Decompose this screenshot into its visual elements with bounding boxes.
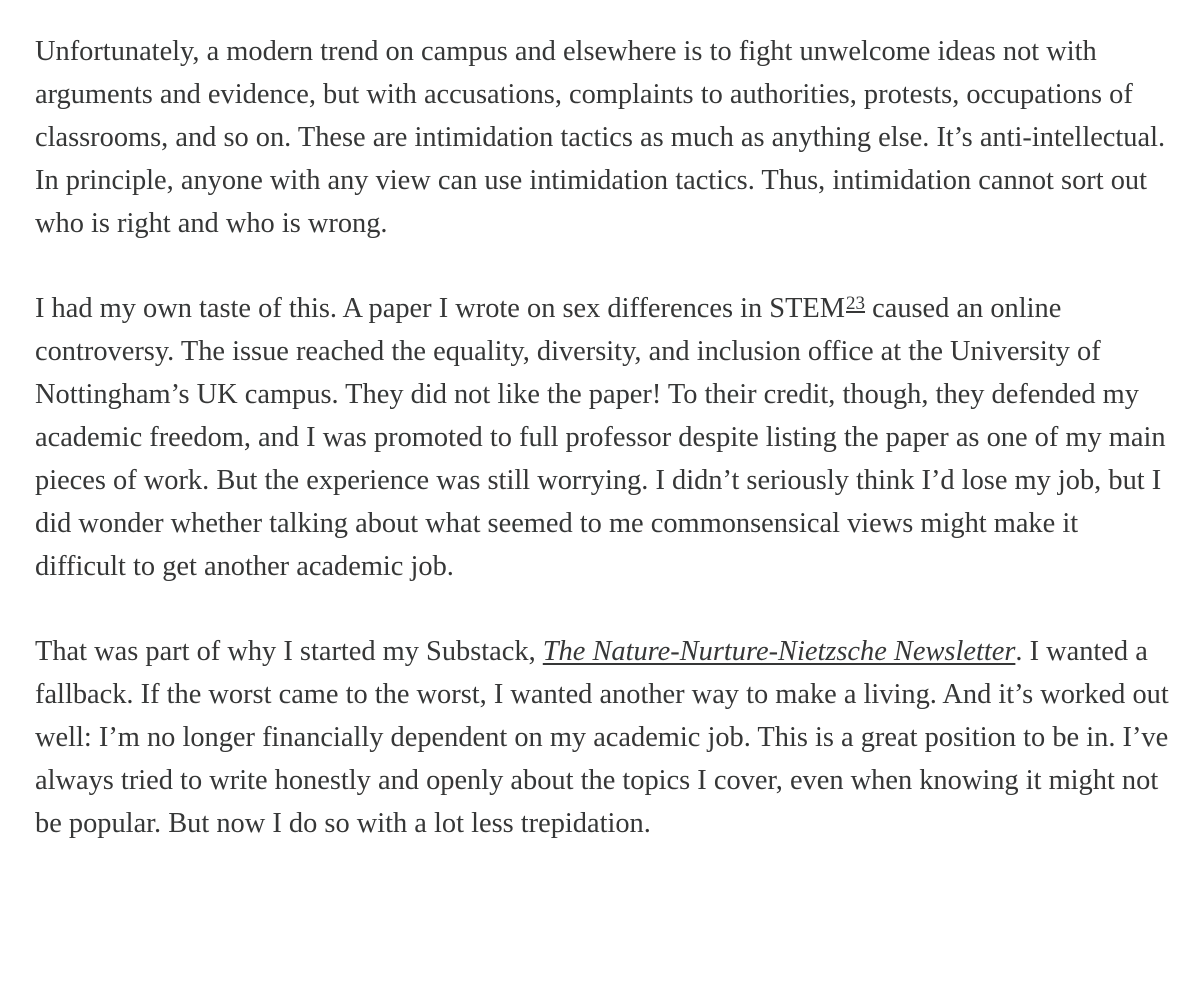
paragraph-substack — [35, 630, 1172, 845]
paragraph-substack-text-end: . I wanted a fallback. If the worst came to the worst, I wanted another way to make a living. And it’s worked out well: I’m no longer financially dependent on my academic job. This is a great position to be in. I’ve always tried to write honestly and openly about the topics I cover, even when knowing it might not be popular. But now I do so with a lot less trepidation. — [35, 636, 1169, 839]
paragraph-intimidation — [35, 30, 1172, 245]
paragraph-controversy — [35, 287, 1172, 588]
footnote-link[interactable]: 23 — [846, 292, 866, 314]
paragraph-intimidation-text: Unfortunately, a modern trend on campus and elsewhere is to fight unwelcome ideas not with arguments and evidence, but with accusations, complaints to authorities, protests, occupations of classrooms, and so on. These are intimidation tactics as much as anything else. It’s anti-intellectual. In principle, anyone with any view can use intimidation tactics. Thus, intimidation cannot sort out who is right and who is wrong. — [35, 36, 1166, 239]
paragraph-substack-text-start: That was part of why I started my Substack, — [35, 636, 543, 667]
paragraph-controversy-text-start: I had my own taste of this. A paper I wrote on sex differences in STEM — [35, 293, 846, 324]
newsletter-link[interactable]: The Nature-Nurture-Nietzsche Newsletter — [542, 636, 1016, 667]
paragraph-controversy-text-end: caused an online controversy. The issue reached the equality, diversity, and inclusion office at the University of Nottingham’s UK campus. They did not like the paper! To their credit, though, they defended my academic freedom, and I was promoted to full professor despite listing the paper as one of my main pieces of work. But the experience was still worrying. I didn’t seriously think I’d lose my job, but I did wonder whether talking about what seemed to me commonsensical views might make it difficult to get another academic job. — [35, 293, 1166, 582]
